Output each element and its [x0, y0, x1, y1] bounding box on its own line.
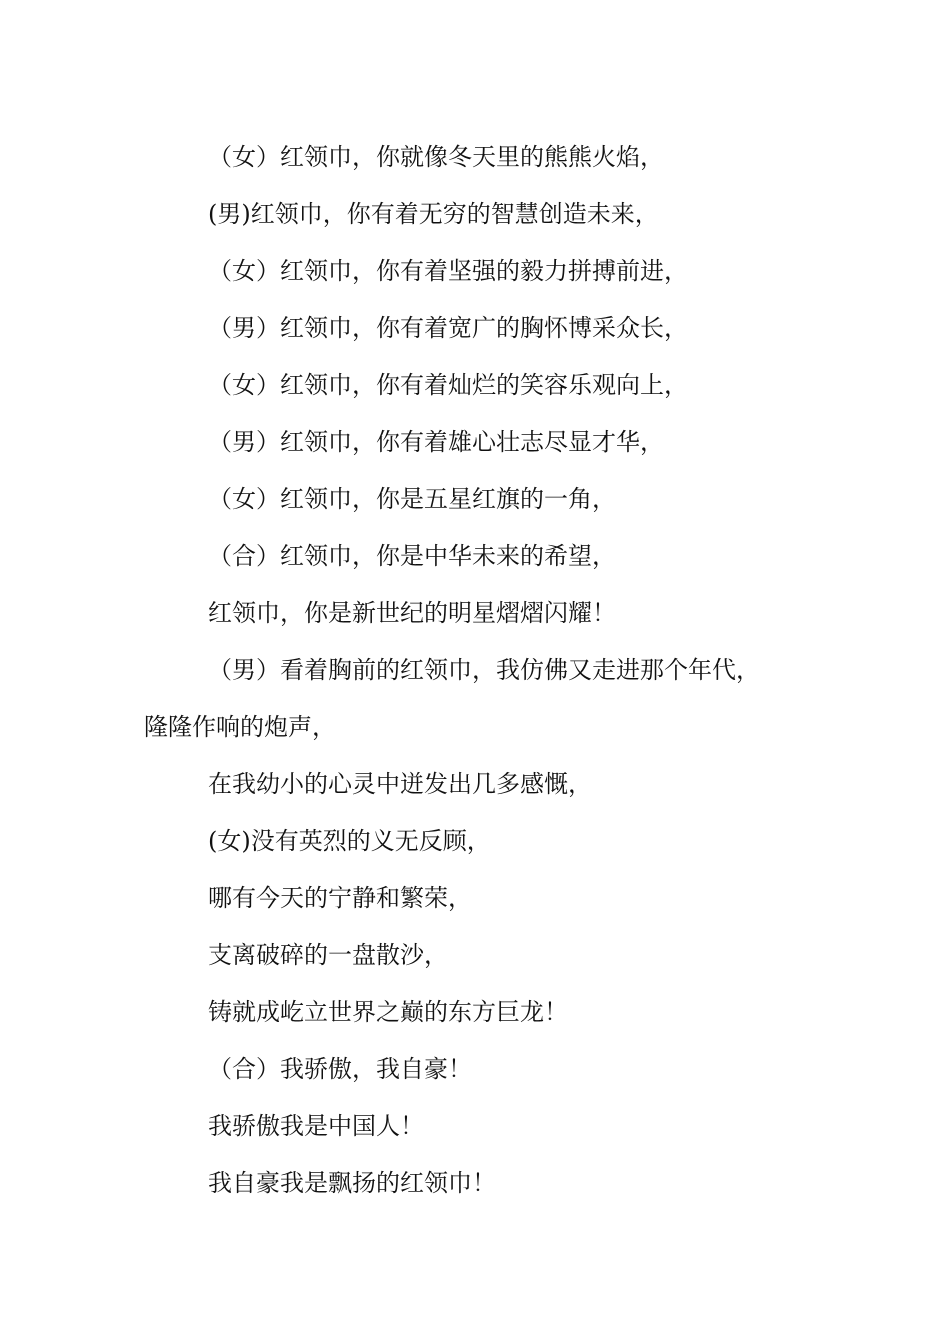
text-line-continuation: 隆隆作响的炮声，	[144, 713, 336, 741]
poem-body	[144, 129, 806, 1212]
text-line: （女）红领巾，你有着灿烂的笑容乐观向上，	[208, 371, 688, 399]
text-line: 支离破碎的一盘散沙，	[208, 941, 448, 969]
text-line: 在我幼小的心灵中迸发出几多感慨，	[208, 770, 592, 798]
text-line: （女）红领巾，你是五星红旗的一角，	[208, 485, 616, 513]
text-line: （男）红领巾，你有着雄心壮志尽显才华，	[208, 428, 664, 456]
text-line: （男）红领巾，你有着宽广的胸怀博采众长，	[208, 314, 688, 342]
text-line: （男）看着胸前的红领巾，我仿佛又走进那个年代，	[208, 656, 760, 684]
text-line: （合）红领巾，你是中华未来的希望，	[208, 542, 616, 570]
text-line: 哪有今天的宁静和繁荣，	[208, 884, 472, 912]
text-line: （女）红领巾，你有着坚强的毅力拼搏前进，	[208, 257, 688, 285]
text-line: 红领巾，你是新世纪的明星熠熠闪耀！	[208, 599, 616, 627]
text-line: 我骄傲我是中国人！	[208, 1112, 424, 1140]
text-line: 铸就成屹立世界之巅的东方巨龙！	[208, 998, 568, 1026]
text-line: （女）红领巾，你就像冬天里的熊熊火焰，	[208, 143, 664, 171]
text-line: （合）我骄傲，我自豪！	[208, 1055, 472, 1083]
text-line: 我自豪我是飘扬的红领巾！	[208, 1169, 496, 1197]
text-line: (女)没有英烈的义无反顾，	[208, 827, 491, 855]
text-line: (男)红领巾，你有着无穷的智慧创造未来，	[208, 200, 659, 228]
